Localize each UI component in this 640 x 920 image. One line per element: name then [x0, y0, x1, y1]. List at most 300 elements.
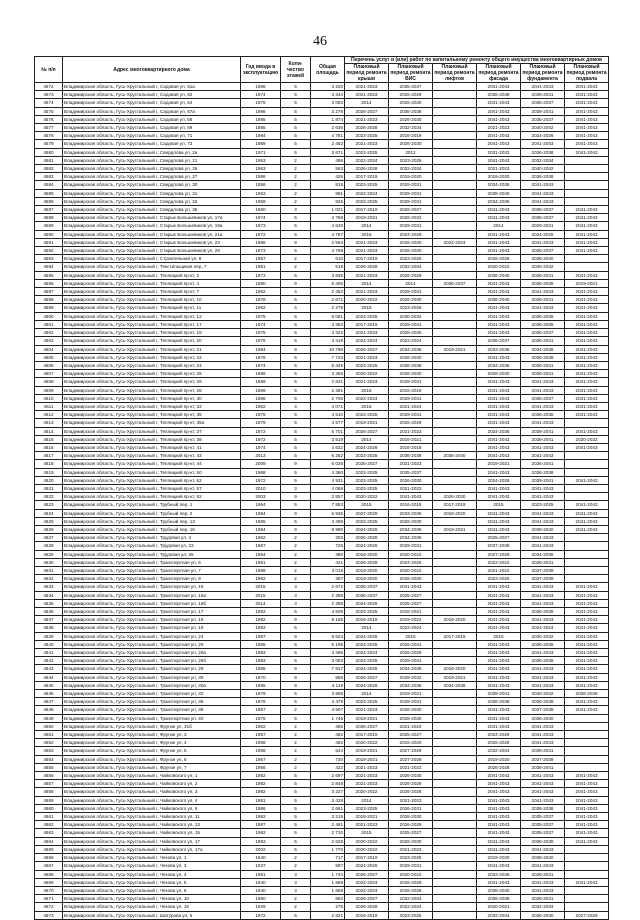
- cell-area: 3 419: [311, 337, 345, 345]
- cell-num: 4620: [35, 476, 63, 484]
- cell-num: 4638: [35, 624, 63, 632]
- cell-basement: [565, 575, 609, 583]
- cell-roof: 2023-2025: [345, 148, 389, 156]
- cell-roof: 2026-2027: [345, 345, 389, 353]
- cell-utilities: 2020-2022: [389, 566, 433, 574]
- cell-area: 6 701: [311, 427, 345, 435]
- cell-roof: 2017-2019: [345, 206, 389, 214]
- page-number: 46: [313, 34, 327, 49]
- table-row: [35, 197, 609, 205]
- cell-year: 1983: [241, 624, 281, 632]
- cell-year: 1993: [241, 837, 281, 845]
- cell-area: 7 817: [311, 665, 345, 673]
- cell-area: 387: [311, 575, 345, 583]
- cell-year: 2015: [241, 591, 281, 599]
- cell-address: Владимирская область, Гусь-Хрустальный г, Транспортная ул, 30: [63, 673, 241, 681]
- cell-roof: 2035-2037: [345, 591, 389, 599]
- cell-facade: 2033-2035: [477, 345, 521, 353]
- cell-basement: 2041-2043: [565, 706, 609, 714]
- cell-floors: 5: [281, 837, 311, 845]
- cell-year: 1986: [241, 173, 281, 181]
- cell-roof: 2021-2023: [345, 763, 389, 771]
- table-row: [35, 772, 609, 780]
- cell-utilities: 2026-2029: [389, 821, 433, 829]
- cell-num: 4633: [35, 583, 63, 591]
- cell-floors: 2: [281, 895, 311, 903]
- cell-address: Владимирская область, Гусь-Хрустальный г, Фрунзе ул, 31б: [63, 722, 241, 730]
- cell-elevator: 2018-2020: [433, 665, 477, 673]
- cell-address: Владимирская область, Гусь-Хрустальный г, Садовая ул, 62: [63, 91, 241, 99]
- cell-address: Владимирская область, Гусь-Хрустальный г, Чайковского ул, 13: [63, 821, 241, 829]
- cell-foundation: 2035-2037: [521, 115, 565, 123]
- cell-address: Владимирская область, Гусь-Хрустальный г, Садовая ул, 71: [63, 132, 241, 140]
- table-row: [35, 854, 609, 862]
- cell-floors: 3: [281, 583, 311, 591]
- cell-roof: 2024-2026: [345, 632, 389, 640]
- cell-utilities: 2026-2030: [389, 247, 433, 255]
- cell-year: 1974: [241, 214, 281, 222]
- cell-address: Владимирская область, Гусь-Хрустальный г, Теплицкий пр-кт, 18: [63, 329, 241, 337]
- cell-utilities: 2026-2030: [389, 353, 433, 361]
- cell-area: 4 632: [311, 443, 345, 451]
- cell-elevator: [433, 402, 477, 410]
- cell-roof: 2017-2019: [345, 173, 389, 181]
- cell-facade: 2036-2040: [477, 296, 521, 304]
- cell-facade: 2022-2022: [477, 558, 521, 566]
- cell-year: 1940: [241, 886, 281, 894]
- cell-utilities: 2033-2035: [389, 509, 433, 517]
- cell-address: Владимирская область, Гусь-Хрустальный г, Чехова ул, 6: [63, 886, 241, 894]
- cell-elevator: 2019-2021: [433, 345, 477, 353]
- cell-utilities: 2023-2025: [389, 156, 433, 164]
- cell-roof: 2019-2020: [345, 566, 389, 574]
- cell-utilities: 2026-2029: [389, 780, 433, 788]
- cell-floors: 2: [281, 722, 311, 730]
- cell-facade: 2021-2022: [477, 566, 521, 574]
- cell-basement: 2041-2043: [565, 632, 609, 640]
- cell-basement: 2027-2029: [565, 911, 609, 919]
- cell-area: 6 252: [311, 452, 345, 460]
- cell-foundation: 2041-2043: [521, 238, 565, 246]
- cell-year: 2013: [241, 452, 281, 460]
- cell-floors: 5: [281, 394, 311, 402]
- cell-floors: 9: [281, 493, 311, 501]
- cell-year: 2009: [241, 460, 281, 468]
- cell-roof: 2020-2022: [345, 788, 389, 796]
- col-header-floors: Коли-чество этажей: [281, 57, 311, 83]
- cell-foundation: 2041-2043: [521, 386, 565, 394]
- table-row: [35, 230, 609, 238]
- table-row: [35, 304, 609, 312]
- table-row: [35, 181, 609, 189]
- cell-elevator: [433, 837, 477, 845]
- cell-address: Владимирская область, Гусь-Хрустальный г, Чехова ул, 16: [63, 903, 241, 911]
- cell-floors: 5: [281, 419, 311, 427]
- cell-floors: 3: [281, 484, 311, 492]
- cell-num: 4586: [35, 197, 63, 205]
- cell-floors: 5: [281, 296, 311, 304]
- cell-address: Владимирская область, Гусь-Хрустальный г, Транспортная ул, 7: [63, 566, 241, 574]
- cell-floors: 2: [281, 755, 311, 763]
- cell-basement: 2041-2043: [565, 107, 609, 115]
- table-row: [35, 165, 609, 173]
- cell-utilities: 2026-2032: [389, 214, 433, 222]
- cell-address: Владимирская область, Гусь-Хрустальный г, Транспортная ул, 36: [63, 698, 241, 706]
- cell-utilities: 2014: [389, 279, 433, 287]
- cell-num: 4619: [35, 468, 63, 476]
- cell-elevator: [433, 550, 477, 558]
- cell-year: 1970: [241, 673, 281, 681]
- cell-utilities: 2029-2031: [389, 862, 433, 870]
- cell-utilities: 2024-2026: [389, 558, 433, 566]
- cell-foundation: 2032-2034: [521, 156, 565, 164]
- cell-foundation: 2041-2043: [521, 452, 565, 460]
- cell-area: 3 479: [311, 698, 345, 706]
- cell-year: 1973: [241, 222, 281, 230]
- cell-facade: 2041-2043: [477, 796, 521, 804]
- cell-num: 4608: [35, 378, 63, 386]
- cell-floors: 9: [281, 279, 311, 287]
- cell-facade: 2041-2043: [477, 443, 521, 451]
- cell-utilities: 2021-2024: [389, 402, 433, 410]
- table-row: [35, 624, 609, 632]
- cell-num: 4592: [35, 247, 63, 255]
- cell-basement: 2041-2043: [565, 222, 609, 230]
- cell-utilities: 2036-2038: [389, 361, 433, 369]
- cell-roof: 2014: [345, 690, 389, 698]
- cell-basement: 2041-2043: [565, 288, 609, 296]
- table-row: [35, 312, 609, 320]
- table-row: [35, 83, 609, 91]
- cell-facade: 2034-2036: [477, 181, 521, 189]
- cell-address: Владимирская область, Гусь-Хрустальный г, Теплицкий пр-кт, 21: [63, 345, 241, 353]
- cell-num: 4668: [35, 870, 63, 878]
- cell-elevator: [433, 640, 477, 648]
- cell-facade: 2041-2043: [477, 788, 521, 796]
- cell-roof: 2025-2027: [345, 722, 389, 730]
- cell-roof: 2020-2022: [345, 845, 389, 853]
- cell-address: Владимирская область, Гусь-Хрустальный г, Свердлова ул, 27: [63, 173, 241, 181]
- table-row: [35, 813, 609, 821]
- cell-facade: 2034-2036: [477, 427, 521, 435]
- table-row: [35, 91, 609, 99]
- cell-address: Владимирская область, Гусь-Хрустальный г, Текстильщиков пер, 7: [63, 263, 241, 271]
- cell-utilities: 2029-2031: [389, 288, 433, 296]
- cell-roof: 2025-2027: [345, 673, 389, 681]
- table-row: [35, 206, 609, 214]
- cell-year: 1984: [241, 525, 281, 533]
- cell-facade: 2041-2043: [477, 386, 521, 394]
- cell-area: 3 083: [311, 657, 345, 665]
- cell-basement: 2041-2043: [565, 829, 609, 837]
- cell-year: 1973: [241, 271, 281, 279]
- cell-area: 3 355: [311, 370, 345, 378]
- cell-year: 1951: [241, 263, 281, 271]
- cell-year: 1987: [241, 821, 281, 829]
- cell-area: 3 363: [311, 320, 345, 328]
- table-row: [35, 435, 609, 443]
- cell-num: 4653: [35, 747, 63, 755]
- cell-address: Владимирская область, Гусь-Хрустальный г, Теплицкий пр-кт, 4: [63, 279, 241, 287]
- cell-facade: 2041-2043: [477, 247, 521, 255]
- cell-elevator: [433, 739, 477, 747]
- cell-elevator: [433, 649, 477, 657]
- cell-year: 1975: [241, 312, 281, 320]
- cell-facade: 2041-2043: [477, 845, 521, 853]
- cell-floors: 5: [281, 320, 311, 328]
- cell-basement: 2041-2043: [565, 583, 609, 591]
- cell-basement: [565, 197, 609, 205]
- cell-foundation: 2024-2026: [521, 132, 565, 140]
- cell-elevator: [433, 599, 477, 607]
- cell-basement: 2041-2043: [565, 788, 609, 796]
- cell-basement: 2041-2043: [565, 230, 609, 238]
- cell-roof: 2014: [345, 624, 389, 632]
- cell-elevator: [433, 411, 477, 419]
- cell-roof: 2026-2028: [345, 558, 389, 566]
- table-row: [35, 763, 609, 771]
- cell-foundation: 2038-2040: [521, 255, 565, 263]
- cell-roof: 2024-2026: [345, 599, 389, 607]
- cell-year: 1986: [241, 107, 281, 115]
- cell-address: Владимирская область, Гусь-Хрустальный г, Теплицкий пр-кт, 41: [63, 443, 241, 451]
- cell-facade: 2021-2023: [477, 124, 521, 132]
- cell-elevator: [433, 722, 477, 730]
- cell-address: Владимирская область, Гусь-Хрустальный г, Фрунзе ул, 7: [63, 763, 241, 771]
- cell-foundation: 2041-2043: [521, 583, 565, 591]
- cell-floors: 9: [281, 460, 311, 468]
- cell-area: 2 452: [311, 288, 345, 296]
- cell-utilities: 2026-2029: [389, 878, 433, 886]
- cell-foundation: 2037-2039: [521, 755, 565, 763]
- cell-basement: 2041-2043: [565, 698, 609, 706]
- table-row: [35, 657, 609, 665]
- cell-floors: 9: [281, 681, 311, 689]
- cell-area: 4 071: [311, 402, 345, 410]
- cell-num: 4600: [35, 312, 63, 320]
- cell-area: 2 710: [311, 829, 345, 837]
- cell-utilities: 2019-2021: [389, 690, 433, 698]
- cell-basement: 2036-2038: [565, 690, 609, 698]
- cell-floors: 2: [281, 747, 311, 755]
- cell-address: Владимирская область, Гусь-Хрустальный г, Транспортная ул, 26б: [63, 657, 241, 665]
- cell-floors: 5: [281, 411, 311, 419]
- cell-facade: 2041-2043: [477, 681, 521, 689]
- cell-roof: 2015: [345, 304, 389, 312]
- cell-area: 2 848: [311, 780, 345, 788]
- cell-basement: 2041-2043: [565, 206, 609, 214]
- cell-num: 4582: [35, 165, 63, 173]
- cell-roof: 2024-2026: [345, 681, 389, 689]
- cell-area: 587: [311, 862, 345, 870]
- cell-year: 1981: [241, 796, 281, 804]
- cell-utilities: 2016-2018: [389, 443, 433, 451]
- cell-floors: 3: [281, 886, 311, 894]
- table-row: [35, 681, 609, 689]
- cell-elevator: [433, 755, 477, 763]
- cell-roof: 2023-2025: [345, 484, 389, 492]
- cell-foundation: 2036-2038: [521, 468, 565, 476]
- cell-year: 1965: [241, 517, 281, 525]
- col-header-num: № п/п: [35, 57, 63, 83]
- cell-address: Владимирская область, Гусь-Хрустальный г, Старых Большевиков ул, 26: [63, 247, 241, 255]
- cell-foundation: 2037-2039: [521, 575, 565, 583]
- cell-num: 4597: [35, 288, 63, 296]
- cell-roof: 2023-2025: [345, 312, 389, 320]
- cell-floors: 5: [281, 714, 311, 722]
- cell-num: 4673: [35, 911, 63, 919]
- cell-address: Владимирская область, Гусь-Хрустальный г, Садовая ул, 64: [63, 99, 241, 107]
- cell-facade: 2041-2043: [477, 624, 521, 632]
- cell-utilities: 2027-2029: [389, 755, 433, 763]
- cell-address: Владимирская область, Гусь-Хрустальный г, Чайковского ул, 17а: [63, 845, 241, 853]
- cell-num: 4635: [35, 599, 63, 607]
- cell-area: 563: [311, 165, 345, 173]
- cell-year: 1960: [241, 206, 281, 214]
- cell-utilities: 2036-2038: [389, 107, 433, 115]
- table-row: [35, 706, 609, 714]
- cell-roof: 2016: [345, 386, 389, 394]
- cell-address: Владимирская область, Гусь-Хрустальный г, Транспортная ул, 8: [63, 575, 241, 583]
- cell-facade: 2041-2043: [477, 304, 521, 312]
- cell-facade: 2041-2043: [477, 435, 521, 443]
- cell-utilities: 2026-2029: [389, 649, 433, 657]
- cell-foundation: 2037-2039: [521, 566, 565, 574]
- capital-repair-table: [34, 56, 609, 920]
- cell-foundation: 2041-2043: [521, 739, 565, 747]
- cell-utilities: 2029-2031: [389, 181, 433, 189]
- cell-facade: 2041-2043: [477, 99, 521, 107]
- cell-area: 2 636: [311, 124, 345, 132]
- cell-address: Владимирская область, Гусь-Хрустальный г, Теплицкий пр-кт, 57: [63, 484, 241, 492]
- cell-num: 4610: [35, 394, 63, 402]
- cell-area: 2 481: [311, 821, 345, 829]
- cell-foundation: 2035-2037: [521, 99, 565, 107]
- cell-area: 4 767: [311, 230, 345, 238]
- cell-address: Владимирская область, Гусь-Хрустальный г, Свердлова ул, 21: [63, 156, 241, 164]
- cell-floors: 5: [281, 804, 311, 812]
- cell-foundation: 2041-2043: [521, 534, 565, 542]
- table-row: [35, 484, 609, 492]
- col-header-utilities: Плановый период ремонта ВИС: [390, 64, 431, 82]
- cell-num: 4669: [35, 878, 63, 886]
- cell-basement: [565, 558, 609, 566]
- cell-address: Владимирская область, Гусь-Хрустальный г, Теплицкий пр-кт, 43: [63, 452, 241, 460]
- cell-address: Владимирская область, Гусь-Хрустальный г, Транспортная ул, 6: [63, 558, 241, 566]
- cell-num: 4667: [35, 862, 63, 870]
- cell-address: Владимирская область, Гусь-Хрустальный г, Теплицкий пр-кт, 22: [63, 353, 241, 361]
- cell-num: 4630: [35, 558, 63, 566]
- cell-year: 1976: [241, 99, 281, 107]
- cell-utilities: 2021-2023: [389, 484, 433, 492]
- cell-address: Владимирская область, Гусь-Хрустальный г, Свердлова ул, 26: [63, 165, 241, 173]
- cell-foundation: 2039-2041: [521, 870, 565, 878]
- cell-floors: 5: [281, 649, 311, 657]
- cell-year: 1974: [241, 320, 281, 328]
- cell-roof: 2022-2024: [345, 156, 389, 164]
- cell-roof: 2026-2027: [345, 107, 389, 115]
- cell-num: 4585: [35, 189, 63, 197]
- cell-floors: 5: [281, 452, 311, 460]
- cell-area: 862: [311, 895, 345, 903]
- cell-floors: 2: [281, 854, 311, 862]
- cell-roof: 2026-2028: [345, 534, 389, 542]
- cell-roof: 2022-2024: [345, 394, 389, 402]
- cell-foundation: 2038-2039: [521, 320, 565, 328]
- cell-foundation: 2041-2043: [521, 788, 565, 796]
- cell-num: 4589: [35, 222, 63, 230]
- cell-facade: 2024-2026: [477, 731, 521, 739]
- cell-basement: 2041-2043: [565, 247, 609, 255]
- table-row: [35, 476, 609, 484]
- table-row: [35, 255, 609, 263]
- cell-elevator: [433, 361, 477, 369]
- cell-area: 4 640: [311, 222, 345, 230]
- cell-year: 1969: [241, 378, 281, 386]
- cell-roof: 2023-2025: [345, 132, 389, 140]
- cell-facade: 2041-2043: [477, 214, 521, 222]
- cell-floors: 5: [281, 132, 311, 140]
- cell-floors: 3: [281, 206, 311, 214]
- cell-basement: 2041-2043: [565, 501, 609, 509]
- table-row: [35, 665, 609, 673]
- cell-facade: 2041-2043: [477, 329, 521, 337]
- cell-elevator: 2035-2037: [433, 279, 477, 287]
- cell-address: Владимирская область, Гусь-Хрустальный г, Теплицкий пр-кт, 20: [63, 337, 241, 345]
- cell-year: 1957: [241, 731, 281, 739]
- cell-basement: 2041-2043: [565, 804, 609, 812]
- cell-address: Владимирская область, Гусь-Хрустальный г, Чайковского ул, 3: [63, 788, 241, 796]
- cell-utilities: 2023-2025: [389, 911, 433, 919]
- cell-foundation: 2035-2037: [521, 214, 565, 222]
- cell-year: 1986: [241, 370, 281, 378]
- cell-address: Владимирская область, Гусь-Хрустальный г, Свердлова ул, 35: [63, 206, 241, 214]
- cell-facade: 2041-2043: [477, 509, 521, 517]
- cell-elevator: [433, 370, 477, 378]
- cell-elevator: [433, 731, 477, 739]
- cell-num: 4611: [35, 402, 63, 410]
- cell-basement: 2041-2043: [565, 337, 609, 345]
- cell-foundation: 2036-2038: [521, 353, 565, 361]
- cell-year: 1978: [241, 296, 281, 304]
- cell-utilities: 2034-2036: [389, 345, 433, 353]
- cell-year: 1951: [241, 558, 281, 566]
- cell-roof: 2023-2025: [345, 657, 389, 665]
- cell-facade: 2041-2043: [477, 706, 521, 714]
- cell-basement: 2041-2043: [565, 878, 609, 886]
- cell-floors: 5: [281, 312, 311, 320]
- cell-floors: 4: [281, 304, 311, 312]
- cell-num: 4657: [35, 780, 63, 788]
- cell-foundation: 2039-2041: [521, 435, 565, 443]
- cell-roof: 2021-2023: [345, 772, 389, 780]
- cell-roof: 2023-2025: [345, 698, 389, 706]
- cell-num: 4644: [35, 673, 63, 681]
- table-row: [35, 337, 609, 345]
- cell-basement: 2041-2043: [565, 402, 609, 410]
- cell-area: 1 770: [311, 845, 345, 853]
- cell-utilities: 2016-2021: [389, 435, 433, 443]
- cell-elevator: [433, 517, 477, 525]
- cell-area: 1 874: [311, 115, 345, 123]
- cell-address: Владимирская область, Гусь-Хрустальный г, Теплицкий пр-кт, 30: [63, 394, 241, 402]
- cell-utilities: 2029-2031: [389, 411, 433, 419]
- cell-basement: 2041-2043: [565, 361, 609, 369]
- cell-elevator: [433, 435, 477, 443]
- cell-area: 2 672: [311, 583, 345, 591]
- table-row: [35, 599, 609, 607]
- cell-elevator: [433, 222, 477, 230]
